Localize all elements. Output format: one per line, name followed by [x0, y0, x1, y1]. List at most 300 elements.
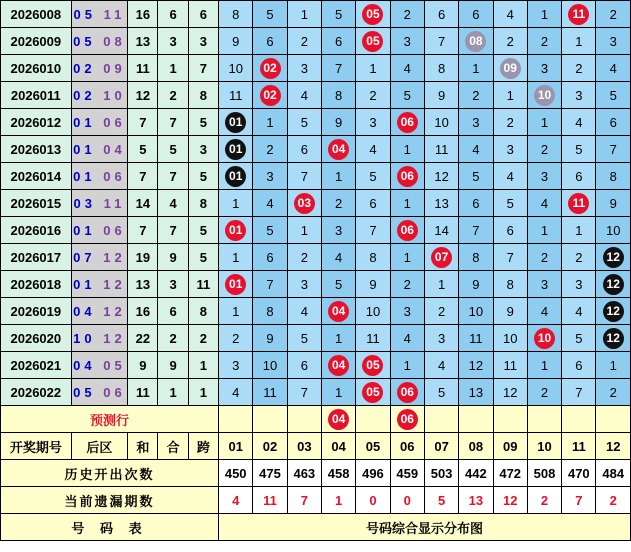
highlight-ball: 07: [431, 247, 452, 268]
back-area-cell: 05 11: [71, 1, 128, 28]
highlight-ball: 02: [260, 58, 281, 79]
sum-cell: 13: [128, 28, 158, 55]
span-cell: 3: [188, 28, 218, 55]
number-cell-11: 6: [562, 352, 596, 379]
number-cell-11: 5: [562, 325, 596, 352]
number-cell-12: 6: [596, 109, 631, 136]
number-cell-10: 1: [527, 109, 561, 136]
table-row: [1, 217, 631, 244]
number-cell-09: 8: [493, 271, 527, 298]
number-cell-09: 12: [493, 379, 527, 406]
number-cell-06: 1: [390, 244, 424, 271]
number-cell-01: 4: [219, 379, 253, 406]
number-cell-06: 1: [390, 190, 424, 217]
number-cell-07: 9: [424, 82, 458, 109]
period-cell[interactable]: 2026014: [1, 163, 72, 190]
sum-cell: 16: [128, 298, 158, 325]
number-cell-09: 4: [493, 163, 527, 190]
number-cell-03: 7: [287, 163, 321, 190]
sum-digit-cell: 7: [158, 163, 188, 190]
number-cell-11: [562, 190, 596, 217]
prediction-cell-02: [253, 406, 287, 433]
highlight-ball: 05: [362, 4, 383, 25]
back-area-cell: 05 06: [71, 379, 128, 406]
history-count-09: 472: [493, 460, 527, 487]
number-cell-01: 1: [219, 298, 253, 325]
number-cell-10: 1: [527, 217, 561, 244]
number-cell-03: 7: [287, 379, 321, 406]
prediction-cell-04: [321, 406, 355, 433]
number-cell-11: 4: [562, 109, 596, 136]
number-cell-12: [596, 298, 631, 325]
number-cell-06: 5: [390, 82, 424, 109]
number-cell-06: [390, 109, 424, 136]
table-row: [1, 190, 631, 217]
column-header-1: 后区: [71, 433, 128, 460]
prediction-cell-10: [527, 406, 561, 433]
span-cell: 3: [188, 136, 218, 163]
highlight-ball: 01: [225, 112, 246, 133]
missing-count-01: 4: [219, 487, 253, 514]
back-area-cell: 04 05: [71, 352, 128, 379]
number-cell-08: 9: [459, 271, 493, 298]
highlight-ball: 12: [603, 328, 624, 349]
back-area-cell: 01 06: [71, 217, 128, 244]
number-cell-09: 2: [493, 28, 527, 55]
number-cell-06: 4: [390, 325, 424, 352]
highlight-ball: 02: [260, 85, 281, 106]
number-cell-05: 7: [356, 217, 390, 244]
number-cell-04: 1: [321, 325, 355, 352]
span-cell: 1: [188, 352, 218, 379]
span-cell: 6: [188, 1, 218, 28]
number-cell-05: [356, 379, 390, 406]
back-area-cell: 05 08: [71, 28, 128, 55]
number-cell-03: 3: [287, 55, 321, 82]
number-cell-02: 5: [253, 1, 287, 28]
number-cell-10: 3: [527, 271, 561, 298]
prediction-cell-09: [493, 406, 527, 433]
number-cell-10: 2: [527, 28, 561, 55]
number-cell-09: 6: [493, 217, 527, 244]
number-cell-01: 9: [219, 28, 253, 55]
number-cell-07: 8: [424, 55, 458, 82]
prediction-label: 预测行: [1, 406, 219, 433]
period-cell[interactable]: 2026013: [1, 136, 72, 163]
number-cell-07: 11: [424, 136, 458, 163]
number-cell-09: 3: [493, 136, 527, 163]
number-cell-03: 1: [287, 1, 321, 28]
period-cell[interactable]: 2026018: [1, 271, 72, 298]
number-cell-05: 4: [356, 136, 390, 163]
number-cell-01: 1: [219, 244, 253, 271]
sum-digit-cell: 2: [158, 82, 188, 109]
back-area-cell: 01 06: [71, 163, 128, 190]
span-cell: 7: [188, 55, 218, 82]
number-cell-06: 2: [390, 1, 424, 28]
period-cell[interactable]: 2026019: [1, 298, 72, 325]
history-count-label: 历史开出次数: [1, 460, 219, 487]
span-cell: 5: [188, 109, 218, 136]
number-cell-05: 11: [356, 325, 390, 352]
back-area-cell: 01 12: [71, 271, 128, 298]
history-count-05: 496: [356, 460, 390, 487]
number-cell-01: [219, 109, 253, 136]
number-cell-03: 2: [287, 244, 321, 271]
number-header-12: 12: [596, 433, 631, 460]
missing-count-label: 当前遗漏期数: [1, 487, 219, 514]
highlight-ball: 03: [294, 193, 315, 214]
number-cell-03: 1: [287, 217, 321, 244]
number-cell-04: 1: [321, 163, 355, 190]
footer-title: 号码综合显示分布图: [219, 514, 631, 541]
number-cell-05: 10: [356, 298, 390, 325]
sum-digit-cell: 1: [158, 379, 188, 406]
number-cell-08: 2: [459, 82, 493, 109]
table-row: [1, 325, 631, 352]
period-cell[interactable]: 2026022: [1, 379, 72, 406]
number-cell-07: 13: [424, 190, 458, 217]
number-header-07: 07: [424, 433, 458, 460]
span-cell: 5: [188, 163, 218, 190]
column-header-0: 开奖期号: [1, 433, 72, 460]
column-header-3: 合: [158, 433, 188, 460]
number-cell-08: 12: [459, 352, 493, 379]
number-cell-11: [562, 1, 596, 28]
number-cell-06: 3: [390, 298, 424, 325]
table-row: [1, 82, 631, 109]
number-cell-02: 8: [253, 298, 287, 325]
number-header-09: 09: [493, 433, 527, 460]
missing-count-03: 7: [287, 487, 321, 514]
period-cell[interactable]: 2026009: [1, 28, 72, 55]
number-cell-08: 7: [459, 217, 493, 244]
number-header-10: 10: [527, 433, 561, 460]
highlight-ball: 08: [465, 31, 486, 52]
number-cell-06: 3: [390, 28, 424, 55]
number-cell-01: [219, 217, 253, 244]
number-cell-08: 10: [459, 298, 493, 325]
highlight-ball: 05: [362, 31, 383, 52]
sum-cell: 22: [128, 325, 158, 352]
number-cell-07: 4: [424, 352, 458, 379]
prediction-cell-11: [562, 406, 596, 433]
number-cell-05: 8: [356, 244, 390, 271]
number-cell-03: 3: [287, 271, 321, 298]
highlight-ball: 04: [328, 139, 349, 160]
number-cell-04: 1: [321, 379, 355, 406]
number-cell-06: [390, 217, 424, 244]
number-cell-04: 8: [321, 82, 355, 109]
number-cell-05: 2: [356, 82, 390, 109]
period-cell[interactable]: 2026021: [1, 352, 72, 379]
number-cell-11: 2: [562, 244, 596, 271]
number-cell-04: 5: [321, 1, 355, 28]
period-cell[interactable]: 2026017: [1, 244, 72, 271]
number-cell-12: 7: [596, 136, 631, 163]
number-cell-08: 5: [459, 163, 493, 190]
number-cell-09: 2: [493, 109, 527, 136]
sum-cell: 16: [128, 1, 158, 28]
span-cell: 8: [188, 82, 218, 109]
number-cell-05: 6: [356, 190, 390, 217]
period-cell[interactable]: 2026016: [1, 217, 72, 244]
number-cell-12: [596, 244, 631, 271]
history-count-08: 442: [459, 460, 493, 487]
missing-count-row: [1, 487, 631, 514]
number-cell-02: 11: [253, 379, 287, 406]
number-header-03: 03: [287, 433, 321, 460]
number-cell-11: 3: [562, 271, 596, 298]
number-cell-07: 2: [424, 298, 458, 325]
number-cell-04: 2: [321, 190, 355, 217]
number-cell-12: 5: [596, 82, 631, 109]
number-cell-09: [493, 55, 527, 82]
number-header-11: 11: [562, 433, 596, 460]
number-cell-01: 3: [219, 352, 253, 379]
number-cell-10: 4: [527, 190, 561, 217]
number-cell-05: [356, 1, 390, 28]
history-count-02: 475: [253, 460, 287, 487]
number-cell-09: 7: [493, 244, 527, 271]
number-cell-08: 11: [459, 325, 493, 352]
number-cell-05: 1: [356, 55, 390, 82]
highlight-ball: 09: [500, 58, 521, 79]
highlight-ball: 12: [603, 247, 624, 268]
sum-cell: 11: [128, 379, 158, 406]
number-cell-06: [390, 379, 424, 406]
highlight-ball: 05: [362, 382, 383, 403]
column-header-row: [1, 433, 631, 460]
number-cell-12: [596, 271, 631, 298]
period-cell[interactable]: 2026012: [1, 109, 72, 136]
number-cell-04: 3: [321, 217, 355, 244]
prediction-cell-05: [356, 406, 390, 433]
history-count-11: 470: [562, 460, 596, 487]
number-cell-07: 3: [424, 325, 458, 352]
back-area-cell: 07 12: [71, 244, 128, 271]
number-cell-06: 4: [390, 55, 424, 82]
number-header-06: 06: [390, 433, 424, 460]
number-cell-01: 11: [219, 82, 253, 109]
number-cell-02: 6: [253, 244, 287, 271]
sum-cell: 9: [128, 352, 158, 379]
missing-count-02: 11: [253, 487, 287, 514]
number-cell-02: 5: [253, 217, 287, 244]
number-cell-11: 7: [562, 379, 596, 406]
span-cell: 1: [188, 379, 218, 406]
number-cell-12: [596, 325, 631, 352]
number-cell-07: 6: [424, 1, 458, 28]
number-cell-08: 3: [459, 109, 493, 136]
number-cell-01: [219, 271, 253, 298]
number-cell-06: 1: [390, 136, 424, 163]
number-cell-02: 4: [253, 190, 287, 217]
prediction-cell-06: [390, 406, 424, 433]
number-cell-09: 9: [493, 298, 527, 325]
back-area-cell: 01 04: [71, 136, 128, 163]
number-cell-10: 2: [527, 136, 561, 163]
number-cell-12: 10: [596, 217, 631, 244]
period-cell[interactable]: 2026008: [1, 1, 72, 28]
prediction-ball: 04: [328, 409, 349, 430]
number-cell-02: 7: [253, 271, 287, 298]
number-cell-11: 5: [562, 136, 596, 163]
number-cell-04: 9: [321, 109, 355, 136]
missing-count-10: 2: [527, 487, 561, 514]
number-cell-04: 5: [321, 271, 355, 298]
number-cell-04: [321, 298, 355, 325]
number-header-02: 02: [253, 433, 287, 460]
sum-digit-cell: 9: [158, 352, 188, 379]
number-cell-10: 4: [527, 298, 561, 325]
number-cell-11: 1: [562, 217, 596, 244]
number-cell-08: 1: [459, 55, 493, 82]
highlight-ball: 06: [397, 166, 418, 187]
number-cell-02: 2: [253, 136, 287, 163]
missing-count-09: 12: [493, 487, 527, 514]
number-cell-08: 4: [459, 136, 493, 163]
number-cell-01: 1: [219, 190, 253, 217]
table-row: [1, 136, 631, 163]
sum-digit-cell: 3: [158, 271, 188, 298]
number-cell-11: 4: [562, 298, 596, 325]
number-cell-08: 13: [459, 379, 493, 406]
sum-cell: 19: [128, 244, 158, 271]
number-cell-01: 8: [219, 1, 253, 28]
number-cell-05: 5: [356, 163, 390, 190]
number-cell-03: 5: [287, 109, 321, 136]
sum-digit-cell: 2: [158, 325, 188, 352]
missing-count-07: 5: [424, 487, 458, 514]
period-cell[interactable]: 2026011: [1, 82, 72, 109]
number-cell-04: [321, 136, 355, 163]
history-count-06: 459: [390, 460, 424, 487]
number-cell-06: 2: [390, 271, 424, 298]
sum-digit-cell: 1: [158, 55, 188, 82]
missing-count-04: 1: [321, 487, 355, 514]
number-cell-05: 3: [356, 109, 390, 136]
number-cell-06: 1: [390, 352, 424, 379]
highlight-ball: 04: [328, 301, 349, 322]
number-cell-10: 2: [527, 379, 561, 406]
prediction-cell-12: [596, 406, 631, 433]
number-cell-03: [287, 190, 321, 217]
number-cell-03: 4: [287, 298, 321, 325]
back-area-cell: 02 09: [71, 55, 128, 82]
number-header-08: 08: [459, 433, 493, 460]
number-cell-10: 1: [527, 352, 561, 379]
back-area-cell: 03 11: [71, 190, 128, 217]
footer-row: [1, 514, 631, 541]
highlight-ball: 06: [397, 382, 418, 403]
sum-cell: 7: [128, 109, 158, 136]
highlight-ball: 01: [225, 274, 246, 295]
number-cell-12: 2: [596, 379, 631, 406]
number-cell-05: [356, 352, 390, 379]
number-cell-11: 6: [562, 163, 596, 190]
history-count-04: 458: [321, 460, 355, 487]
number-cell-12: 1: [596, 352, 631, 379]
number-cell-02: 10: [253, 352, 287, 379]
number-cell-01: 10: [219, 55, 253, 82]
table-row: [1, 379, 631, 406]
highlight-ball: 11: [568, 193, 589, 214]
column-header-2: 和: [128, 433, 158, 460]
number-cell-04: 7: [321, 55, 355, 82]
footer-left-label: 号 码 表: [1, 514, 219, 541]
sum-cell: 11: [128, 55, 158, 82]
number-cell-12: 9: [596, 190, 631, 217]
sum-digit-cell: 6: [158, 298, 188, 325]
history-count-row: [1, 460, 631, 487]
number-cell-08: 6: [459, 190, 493, 217]
sum-digit-cell: 6: [158, 1, 188, 28]
highlight-ball: 04: [328, 355, 349, 376]
number-cell-04: 4: [321, 244, 355, 271]
number-cell-10: [527, 325, 561, 352]
number-cell-05: [356, 28, 390, 55]
number-cell-08: 8: [459, 244, 493, 271]
history-count-12: 484: [596, 460, 631, 487]
number-header-05: 05: [356, 433, 390, 460]
number-cell-03: 6: [287, 136, 321, 163]
prediction-cell-01: [219, 406, 253, 433]
sum-cell: 12: [128, 82, 158, 109]
sum-digit-cell: 7: [158, 217, 188, 244]
column-header-4: 跨: [188, 433, 218, 460]
back-area-cell: 01 06: [71, 109, 128, 136]
number-cell-12: 2: [596, 1, 631, 28]
highlight-ball: 10: [534, 85, 555, 106]
missing-count-05: 0: [356, 487, 390, 514]
prediction-cell-07: [424, 406, 458, 433]
number-cell-05: 9: [356, 271, 390, 298]
span-cell: 5: [188, 217, 218, 244]
number-cell-02: 9: [253, 325, 287, 352]
number-cell-03: 5: [287, 325, 321, 352]
span-cell: 11: [188, 271, 218, 298]
period-cell[interactable]: 2026015: [1, 190, 72, 217]
period-cell[interactable]: 2026010: [1, 55, 72, 82]
history-count-07: 503: [424, 460, 458, 487]
number-cell-08: [459, 28, 493, 55]
highlight-ball: 06: [397, 220, 418, 241]
prediction-row: [1, 406, 631, 433]
table-row: [1, 271, 631, 298]
table-row: [1, 352, 631, 379]
number-header-04: 04: [321, 433, 355, 460]
sum-cell: 7: [128, 163, 158, 190]
sum-cell: 14: [128, 190, 158, 217]
highlight-ball: 01: [225, 220, 246, 241]
back-area-cell: 10 12: [71, 325, 128, 352]
sum-digit-cell: 4: [158, 190, 188, 217]
number-cell-09: 1: [493, 82, 527, 109]
number-cell-04: 6: [321, 28, 355, 55]
period-cell[interactable]: 2026020: [1, 325, 72, 352]
back-area-cell: 04 12: [71, 298, 128, 325]
number-cell-09: 11: [493, 352, 527, 379]
number-cell-02: [253, 82, 287, 109]
history-count-10: 508: [527, 460, 561, 487]
number-cell-10: [527, 82, 561, 109]
highlight-ball: 05: [362, 355, 383, 376]
span-cell: 8: [188, 298, 218, 325]
sum-digit-cell: 7: [158, 109, 188, 136]
number-cell-10: 1: [527, 1, 561, 28]
number-cell-12: 8: [596, 163, 631, 190]
